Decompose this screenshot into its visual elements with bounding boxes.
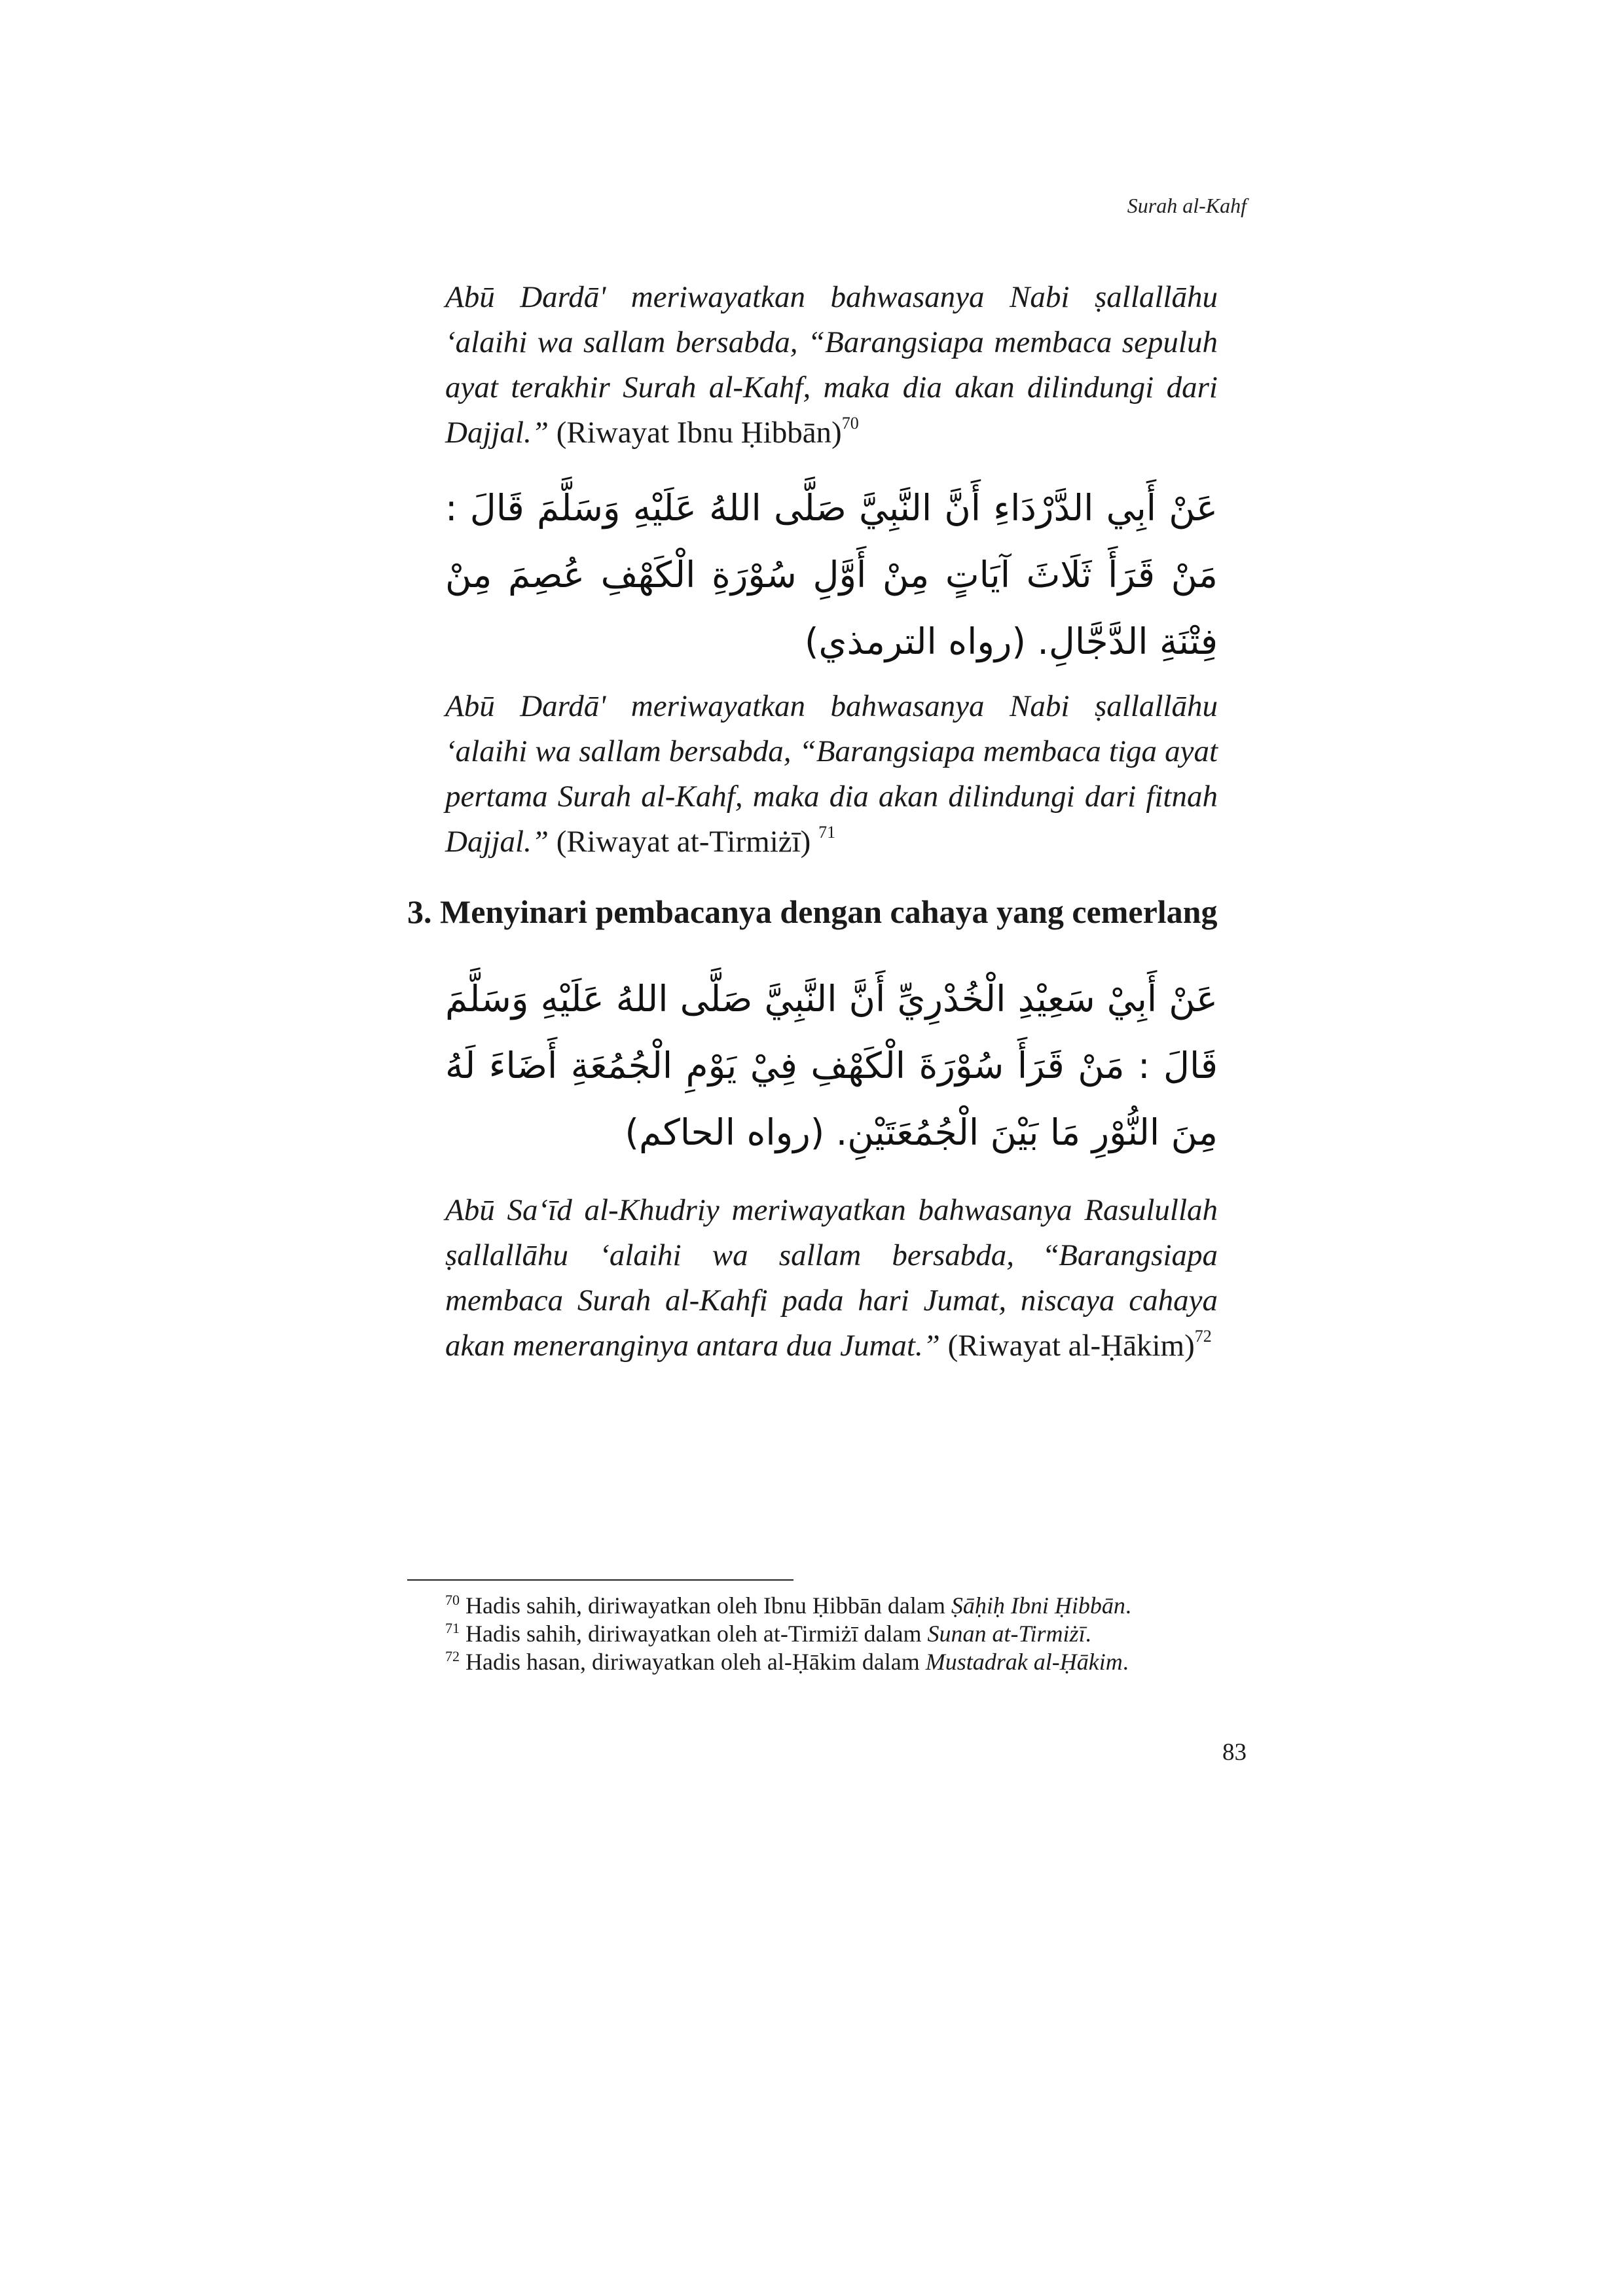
- footnote-71: [445, 1620, 1231, 1648]
- footnote-end: .: [1122, 1649, 1129, 1675]
- footnote-ref-71: 71: [818, 823, 836, 842]
- translation-paragraph-3: [445, 1188, 1218, 1369]
- translation-italic-1: Abū Dardā' meriwayatkan bahwasanya Nabi ṣallallāhu ‘alaihi wa sallam bersabda, “Barangsiapa membaca sepuluh ayat terakhir Surah al-Kahf, maka dia akan dilindungi dari Dajjal.”: [445, 280, 1218, 450]
- translation-italic-3a: Abū Sa‘īd al-Khudriy meriwayatkan bahwasanya Rasulullah ṣallallāhu ‘alaihi wa sallam bersabda,: [445, 1193, 1218, 1272]
- footnote-number: 70: [445, 1592, 460, 1608]
- translation-open-quote-3: “: [1014, 1238, 1059, 1272]
- footnotes: [445, 1592, 1231, 1676]
- footnote-divider: [407, 1579, 793, 1581]
- footnote-number: 72: [445, 1648, 460, 1664]
- footnote-source: Sunan at-Tirmiżī: [927, 1621, 1085, 1647]
- running-header: Surah al-Kahf: [1127, 194, 1247, 217]
- translation-source-1: (Riwayat Ibnu Ḥibbān): [549, 416, 842, 450]
- footnote-ref-72: 72: [1194, 1327, 1212, 1346]
- translation-source-3: (Riwayat al-Ḥākim): [939, 1329, 1195, 1363]
- hadith-arabic-2: [445, 475, 1218, 675]
- translation-paragraph-1: [445, 275, 1218, 456]
- footnote-source: Ṣāḥiḥ Ibni Ḥibbān: [951, 1592, 1125, 1619]
- footnote-text: Hadis sahih, diriwayatkan oleh Ibnu Ḥibbān dalam: [460, 1592, 951, 1619]
- footnote-72: [445, 1648, 1231, 1676]
- footnote-text: Hadis hasan, diriwayatkan oleh al-Ḥākim dalam: [460, 1649, 926, 1675]
- footnote-number: 71: [445, 1620, 460, 1636]
- footnote-ref-70: 70: [841, 414, 859, 433]
- hadith-translation-1: [445, 275, 1218, 456]
- footnote-source: Mustadrak al-Ḥākim: [925, 1649, 1123, 1675]
- translation-italic-3b: Barangsiapa membaca Surah al-Kahfi pada hari Jumat, niscaya cahaya akan meneranginya antara dua Jumat.”: [445, 1238, 1218, 1363]
- hadith-translation-3: [445, 1188, 1218, 1369]
- footnote-end: .: [1085, 1621, 1091, 1647]
- arabic-text-3: عَنْ أَبِيْ سَعِيْدِ الْخُدْرِيِّ أَنَّ النَّبِيَّ صَلَّى اللهُ عَلَيْهِ وَسَلَّمَ قَالَ : مَنْ قَرَأَ سُوْرَةَ الْكَهْفِ فِيْ يَوْمِ الْجُمُعَةِ أَضَاءَ لَهُ مِنَ النُّوْرِ مَا بَيْنَ الْجُمُعَتَيْنِ. (رواه الحاكم): [445, 978, 1218, 1153]
- page-number: 83: [1222, 1739, 1247, 1766]
- footnote-text: Hadis sahih, diriwayatkan oleh at-Tirmiżī dalam: [460, 1621, 928, 1647]
- translation-italic-2: Abū Dardā' meriwayatkan bahwasanya Nabi ṣallallāhu ‘alaihi wa sallam bersabda, “Barangsiapa membaca tiga ayat pertama Surah al-Kahf, maka dia akan dilindungi dari fitnah Dajjal.”: [445, 689, 1218, 859]
- arabic-text-2: عَنْ أَبِي الدَّرْدَاءِ أَنَّ النَّبِيَّ صَلَّى اللهُ عَلَيْهِ وَسَلَّمَ قَالَ : مَنْ قَرَأَ ثَلَاثَ آيَاتٍ مِنْ أَوَّلِ سُوْرَةِ الْكَهْفِ عُصِمَ مِنْ فِتْنَةِ الدَّجَّالِ. (رواه الترمذي): [445, 487, 1218, 662]
- hadith-arabic-3: [445, 965, 1218, 1166]
- hadith-translation-2: [445, 684, 1218, 865]
- footnote-70: [445, 1592, 1231, 1620]
- translation-paragraph-2: [445, 684, 1218, 865]
- translation-source-2: (Riwayat at-Tirmiżī): [549, 825, 819, 859]
- section-heading: 3. Menyinari pembacanya dengan cahaya yang cemerlang: [407, 893, 1218, 930]
- footnote-end: .: [1125, 1592, 1131, 1619]
